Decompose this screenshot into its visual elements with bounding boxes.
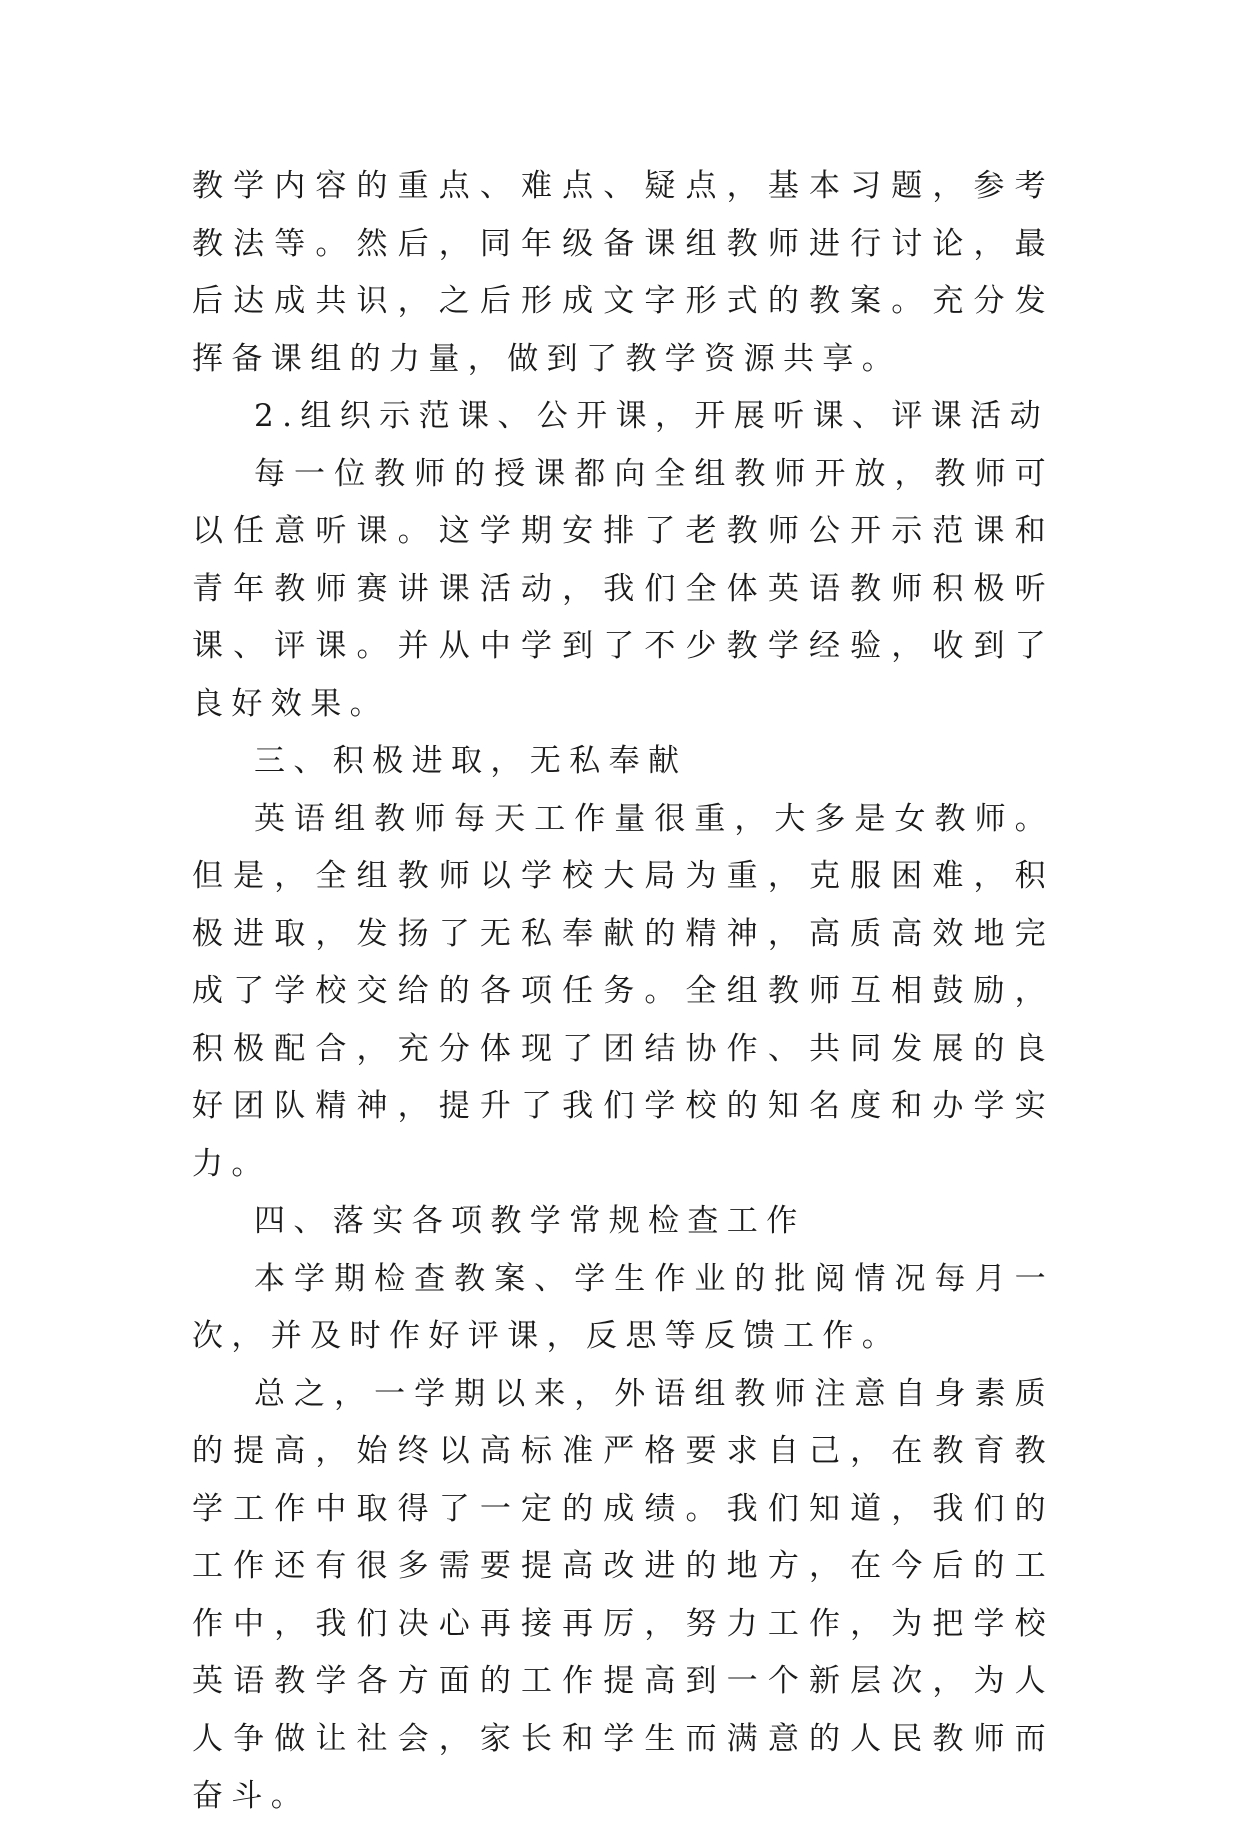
section-heading-demo-lessons: 2.组织示范课、公开课，开展听课、评课活动	[254, 398, 1049, 434]
section-heading-routine-checks: 四、落实各项教学常规检查工作	[254, 1203, 806, 1239]
section-heading-dedication: 三、积极进取，无私奉献	[254, 743, 688, 779]
paragraph-continuation: 教学内容的重点、难点、疑点，基本习题，参考教法等。然后，同年级备课组教师进行讨论，最后达成共识，之后形成文字形式的教案。充分发挥备课组的力量，做到了教学资源共享。	[192, 168, 1054, 377]
paragraph-conclusion: 总之，一学期以来，外语组教师注意自身素质的提高，始终以高标准严格要求自己，在教育教学工作中取得了一定的成绩。我们知道，我们的工作还有很多需要提高改进的地方，在今后的工作中，我们决心再接再厉，努力工作，为把学校英语教学各方面的工作提高到一个新层次，为人人争做让社会，家长和学生而满意的人民教师而奋斗。	[192, 1375, 1054, 1814]
paragraph-checks: 本学期检查教案、学生作业的批阅情况每月一次，并及时作好评课，反思等反馈工作。	[192, 1260, 1054, 1354]
paragraph-teamwork: 英语组教师每天工作量很重，大多是女教师。但是，全组教师以学校大局为重，克服困难，积极进取，发扬了无私奉献的精神，高质高效地完成了学校交给的各项任务。全组教师互相鼓励，积极配合，充分体现了团结协作、共同发展的良好团队精神，提升了我们学校的知名度和办学实力。	[192, 800, 1054, 1182]
paragraph-lesson-observation: 每一位教师的授课都向全组教师开放，教师可以任意听课。这学期安排了老教师公开示范课和青年教师赛讲课活动，我们全体英语教师积极听课、评课。并从中学到了不少教学经验，收到了良好效果。	[192, 455, 1054, 722]
document-body	[192, 158, 1054, 1826]
